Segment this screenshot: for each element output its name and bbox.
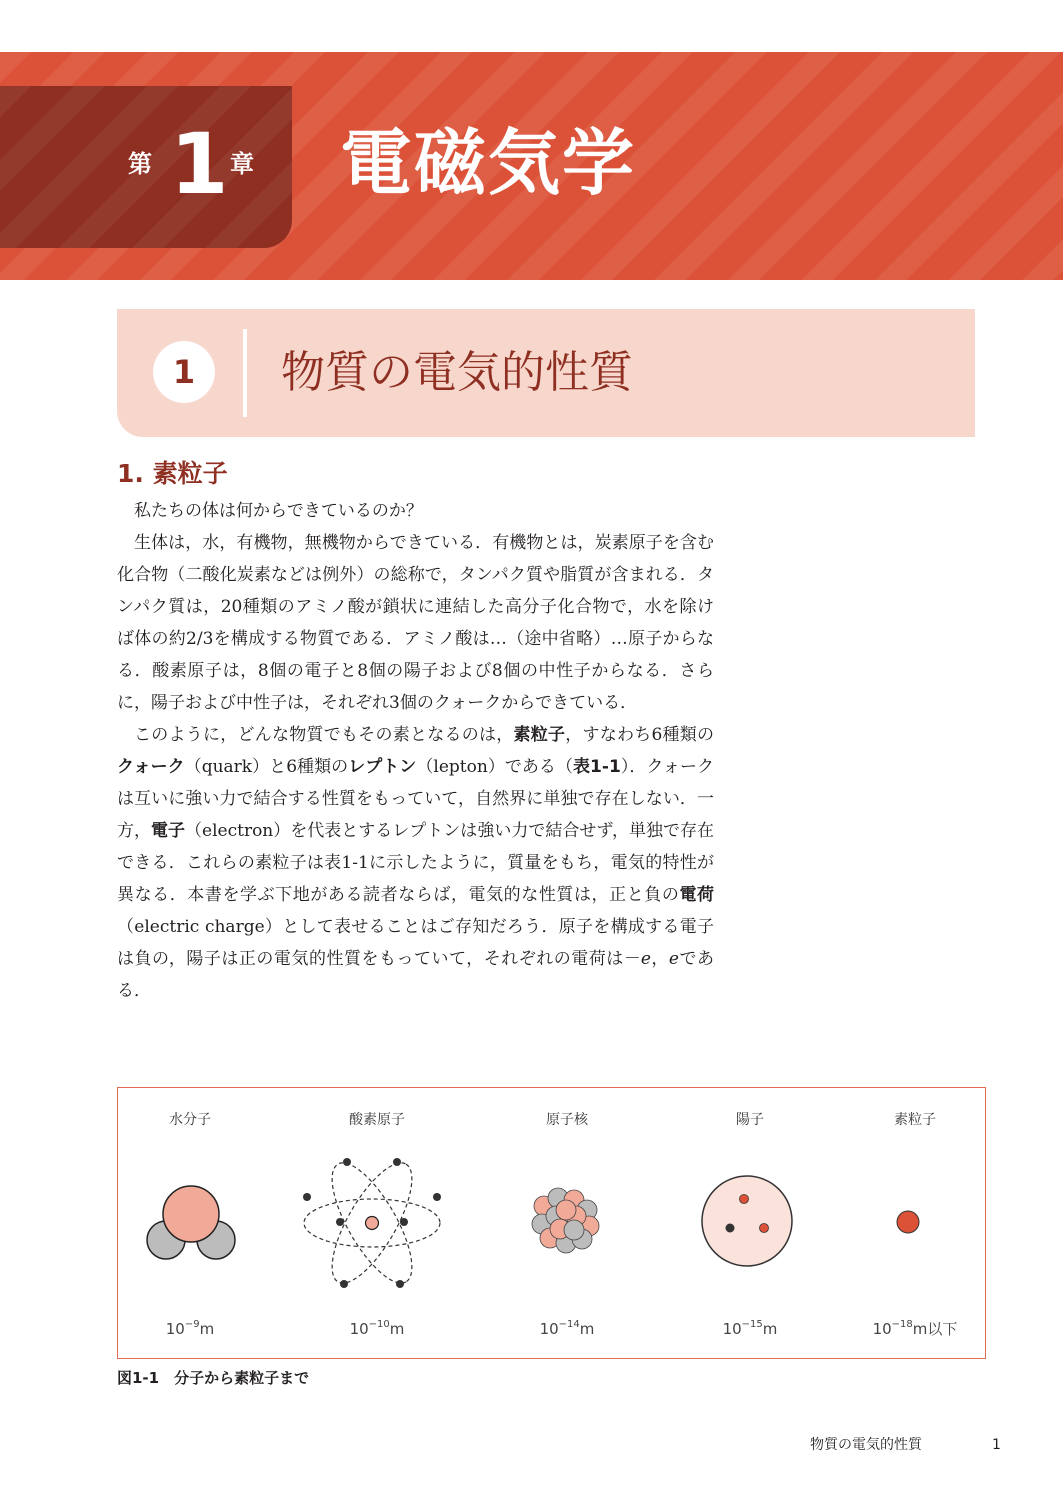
term-lepton: レプトン (348, 757, 417, 777)
label-proton: 陽子 (736, 1112, 764, 1128)
paragraph-2: 生体は，水，有機物，無機物からできている．有機物とは，炭素原子を含む化合物（二酸化炭素などは例外）の総称で，タンパク質や脂質が含まれる．タンパク質は，20種類のアミノ酸が鎖状に連結した高分子化合物で，水を除けば体の約2/3を構成する物質である．アミノ酸は…（途中省略）…原子からなる．酸素原子は，8個の電子と8個の陽子および8個の中性子からなる．さらに，陽子および中性子は，それぞれ3個のクォークからできている． (117, 533, 714, 713)
scale-elementary-particle: $10^{-18}m$以下 (872, 1319, 958, 1338)
paragraph-1: 私たちの体は何からできているのか？ (134, 501, 423, 521)
scale-oxygen-atom: $10^{-10}m$ (349, 1319, 405, 1338)
chapter-number-box (0, 86, 292, 248)
nucleus-icon (532, 1188, 599, 1253)
subsection-title: 1. 素粒子 (117, 459, 228, 488)
label-oxygen-atom: 酸素原子 (349, 1112, 405, 1128)
page-number: 1 (992, 1437, 1001, 1453)
term-elementary-particle: 素粒子 (513, 725, 566, 745)
chapter-number: 1 (170, 115, 229, 213)
water-molecule-icon (147, 1186, 235, 1259)
chapter-prefix: 第 (128, 150, 152, 178)
figure-molecule-to-particle (117, 1087, 986, 1359)
chapter-suffix: 章 (230, 150, 254, 178)
section-number: 1 (153, 341, 215, 403)
elementary-particle-icon (897, 1211, 919, 1233)
chapter-title: 電磁気学 (340, 121, 637, 205)
scale-nucleus: $10^{-14}m$ (539, 1319, 595, 1338)
label-water-molecule: 水分子 (169, 1112, 211, 1128)
label-elementary-particle: 素粒子 (894, 1112, 936, 1128)
body-text (117, 495, 714, 1007)
figure-svg (118, 1088, 987, 1360)
label-nucleus: 原子核 (546, 1112, 588, 1128)
oxygen-atom-icon (303, 1152, 441, 1294)
footer-section-title: 物質の電気的性質 (810, 1437, 922, 1453)
term-quark: クォーク (117, 757, 185, 777)
chapter-banner (0, 52, 1063, 280)
section-title: 物質の電気的性質 (281, 347, 633, 398)
table-ref: 表1-1 (573, 757, 621, 777)
proton-icon (702, 1176, 792, 1266)
figure-caption: 図1-1 分子から素粒子まで (117, 1369, 310, 1387)
term-electric-charge: 電荷 (679, 885, 715, 905)
scale-proton: $10^{-15}m$ (722, 1319, 778, 1338)
section-divider (243, 329, 247, 417)
section-header (117, 309, 975, 437)
term-electron: 電子 (151, 821, 186, 841)
scale-water-molecule: $10^{-9}m$ (165, 1319, 215, 1338)
paragraph-3: このように，どんな物質でもその素となるのは，素粒子，すなわち6種類のクォーク（quark）と6種類のレプトン（lepton）である（表1-1）．クォークは互いに強い力で結合する性質をもっていて，自然界に単独で存在しない．一方，電子（electron）を代表とするレプトンは強い力で結合せず，単独で存在できる．これらの素粒子は表1-1に示したように，質量をもち，電気的特性が異なる．本書を学ぶ下地がある読者ならば，電気的な性質は，正と負の電荷（electric charge）として表せることはご存知だろう．原子を構成する電子は負の，陽子は正の電気的性質をもっていて，それぞれの電荷は－e，eである． (117, 725, 715, 1001)
